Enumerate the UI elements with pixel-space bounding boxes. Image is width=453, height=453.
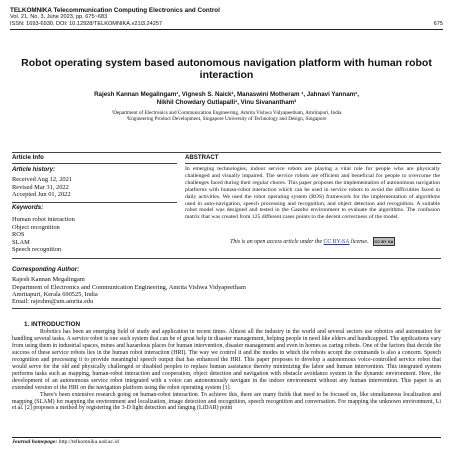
abstract-text: In emerging technologies, indoor service robots are playing a vital role for people who are physically challenged and visually impaired. The service robots are efficient and beneficial for people to overcome the challenges faced during their regular chores. This paper proposes the implementation of autonomous navigation platforms with human-robot interaction which can be used in service robots to avoid the difficulties faced in daily activities. We used the robot operating system (ROS) framework for the implementation of algorithms used in auto-navigation, speech processing and recognition, and object detection and recognition. A suitable robot model was designed and tested in the Gazebo environment to evaluate the algorithms. The confusion matrix that was created from 125 different cases points to the decent correctness of the model.: [185, 166, 440, 221]
license-line: [185, 237, 440, 246]
history-received: Received Aug 12, 2021: [12, 176, 72, 184]
license-link[interactable]: CC BY-SA: [323, 238, 350, 245]
page-number: 675: [433, 21, 443, 27]
affiliation-line: ¹Department of Electronics and Communication Engineering, Amrita Vishwa Vidyapeetham, Amritapuri, India: [111, 110, 342, 116]
corr-dept: Department of Electronics and Communication Engineering, Amrita Vishwa Vidyapeetham: [12, 283, 246, 291]
keyword-item: Object recognition: [12, 223, 60, 231]
intro-paragraph: There's been extensive research going on human-robot interaction. To achieve this, there are many fields that need to be focused on, like simultaneous localization and mapping (SLAM) for mapping the environment and localization, image detection and recognition, speech recognition and conversation. For mapping the unknown environment, Li et al. [2] proposes a method by registering the 3-D light detection and ranging (LiDAR) point: [12, 391, 441, 412]
author-line: Rajesh Kannan Megalingam¹, Vignesh S. Naick¹, Manaswini Motheram ¹, Jahnavi Yannam¹,: [94, 91, 359, 98]
introduction-heading: 1. INTRODUCTION: [24, 321, 81, 328]
cc-by-sa-badge-icon[interactable]: CC BY SA: [374, 239, 394, 244]
history-label: Article history:: [12, 166, 56, 173]
mid-rule: [12, 258, 441, 259]
journal-footer: [12, 437, 441, 445]
volume-info: Vol. 21, No. 3, June 2023, pp. 675~683: [10, 14, 108, 20]
header-rule: [10, 29, 443, 30]
issn-doi: ISSN: 1693-6930, DOI: 10.12928/TELKOMNIKA.v21i3.24257: [10, 21, 163, 27]
license-suffix: license.: [350, 238, 369, 245]
keyword-item: Speech recognition: [12, 246, 62, 254]
keyword-item: ROS: [12, 231, 25, 239]
keyword-item: Human robot interaction: [12, 216, 75, 224]
corresponding-author: [12, 266, 312, 305]
author-list: [20, 91, 433, 107]
homepage-label: Journal homepage:: [12, 439, 58, 445]
bottom-rule: [12, 308, 441, 309]
journal-header: [10, 7, 443, 30]
affiliation-line: ²Engineering Product Development, Singapore University of Technology and Design, Singapore: [126, 116, 327, 123]
corr-address: Amritapuri, Kerala 690525, India: [12, 290, 98, 298]
top-rule: [12, 152, 441, 153]
paper-title: Robot operating system based autonomous navigation platform with human robot interaction: [21, 57, 432, 81]
article-history: [12, 166, 177, 199]
article-info-heading: Article Info: [12, 154, 44, 161]
history-accepted: Accepted Jun 01, 2022: [12, 191, 71, 199]
journal-name: TELKOMNIKA Telecommunication Computing Electronics and Control: [10, 7, 220, 14]
affiliations: [20, 110, 433, 122]
corr-name: Rajesh Kannan Megalingam: [12, 276, 85, 284]
issn-row: [10, 21, 443, 28]
history-revised: Revised Mar 31, 2022: [12, 183, 69, 191]
keywords-label: Keywords:: [12, 204, 44, 211]
license-prefix: This is an open access article under the: [230, 238, 323, 245]
intro-paragraph: Robotics has been an emerging field of study and application in recent times. Almost all the industry in the world and several sectors use robotics and automation for handling several tasks. A service robot is one such system that can be of great help in disaster management, helping people in need like elders and handicapped. The applications vary from using them in industrial spaces, mines and hazardous places for human intervention, disaster management and even in homes as caring robots. One of the factors that decide the success of these service robots lies in the human robot interaction (HRI). The way we control it and the modes in which the robots accept the commands is also a concern. Speech recognition and processing it to provide meaningful speech output that has enhanced the HRI. This paper proposes to develop a autonomous voice-controlled service robot that would serve for the old and physically challenged or disabled peoples to replace human assistance thereby minimizing the labor and human intervention. This integrated system performs tasks such as mapping, human-robot interaction and cooperation, object detection and navigation with obstacle avoidance system in the dynamic environment. Here, the development of an autonomous service robot integrated with a voice can autonomously navigate in the indoor environment without any human intervention. This paper is an extended version of the HRI on the navigation platform using the robot operating system [1].: [12, 329, 441, 391]
abstract-heading: ABSTRACT: [185, 154, 219, 161]
corr-email: Email: rajeshm@am.amrita.edu: [12, 298, 94, 306]
abstract-rule: [185, 163, 441, 164]
author-line: Nikhil Chowdary Gutlapalli¹, Vinu Sivanantham²: [156, 99, 297, 106]
keywords-rule: [12, 202, 177, 203]
keyword-item: SLAM: [12, 238, 30, 246]
info-rule: [12, 163, 177, 164]
keywords-block: [12, 204, 177, 253]
introduction-body: [12, 329, 441, 412]
corresponding-label: Corresponding Author:: [12, 266, 80, 273]
homepage-url[interactable]: http://telkomnika.uad.ac.id: [58, 439, 119, 445]
